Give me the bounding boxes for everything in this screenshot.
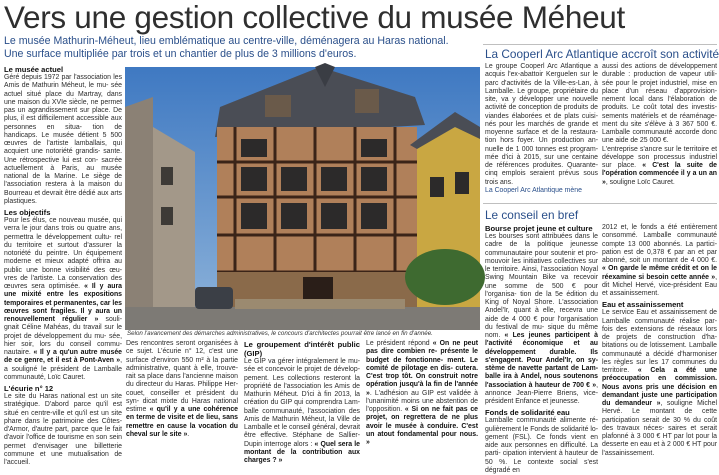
headline: Vers une gestion collective du musée Méheut <box>4 0 625 35</box>
conseil-column-left <box>485 224 598 474</box>
paragraph-ecurie: Le site du Haras national est un site stratégique. D'abord parce qu'il est situé en centre-ville et qu'il est un site phare dans le patrimoine des Côtes- d'Armor, d'autre part, parce que le fait d'avoir l'office de tourisme en son sein permet d'envisager une billetterie commune et une mutualisation de l'accueil. <box>4 393 122 466</box>
paragraph-objectifs: Pour les élus, ce nouveau musée, qui verra le jour dans trois ou quatre ans, permettra le développement cultu- rel du territoire et surtout d'assurer la notoriété du peintre. Un équipement moderne et mieux adapté offrira au public une bonne visibilité des œu- vres de l'artiste. La conservation des œuvres sera optimisée. « Il y aura une mixité entre les expositions temporaires et permanentes, car les œuvres sont fragiles. Il y aura un renouvellement régulier » souli- gnait Céline Mahéas, du travail sur le projet de développement du mu- sée, hier soir, lors du conseil commu- nautaire. « Il y a qu'un autre musée de ce genre, et il est à Pont-Aven », a souligné le président de Lamballe communauté, Loïc Cauret. <box>4 217 122 381</box>
subhead-musee-actuel: Le musée actuel <box>4 65 64 74</box>
lede-line-2: Une surface multipliée par trois et un chantier de plus de 3 millions d'euros. <box>4 47 357 60</box>
musee-photo <box>125 67 480 330</box>
paragraph-musee-actuel: Géré depuis 1972 par l'association les Amis de Mathurin Méheut, le mu- sée actuel situé place du Martray, dans une maison du XVIe siècle, ne permet pas un agrandissement sur place. De plus, il est difficilement accessible aux personnes en situa- tion de handicaps. Le musée détient 5 500 œuvres de l'artiste lamballais, qui acquiert une notoriété grandis- sante. Une rétrospective lui est con- sacrée actuellement à Paris, au musée national de la Marine. Le siège de l'association restera à la maison du Bourreau et devrait être dédié aux arts plastiques. <box>4 74 123 205</box>
paragraph-ecurie-continued: Des rencontres seront organisées à ce sujet. L'écurie n° 12, c'est une surface d'environ 550 m² à la partie administrative, quant à elle, trouve- rait sa place dans l'ancienne maison du directeur du Haras. Philippe Her- couet, conseiller et président du syn- dicat mixte du Haras national estime « qu'il y a une cohérence en terme de visite et de lieu, sans remettre en cause la vocation du cheval sur le site ». <box>126 340 239 438</box>
paragraph-eau-assainissement: Le service Eau et assainissement de Lamballe communauté réalise par- fois des extensions de réseaux lors de projets de construction d'ha- bitations ou de lotissement. Lamballe communauté a décidé d'harmoniser les règles sur les 17 communes du territoire. « Cela a été une préoccupation en commission. Nous avons pris une décision en demandant juste une participation du demandeur », souligne Michel Hervé. Le montant de cette participation serait de 30 % du coût des travaux néces- saires et serait plafonné à 3 000 € HT par lot pour la desserte en eau et à 2 000 € HT pour l'assainissement. <box>602 309 717 457</box>
conseil-column-right <box>602 224 717 463</box>
cooperl-column-left <box>485 63 598 193</box>
paragraph-cooperl-ancrage: L'entreprise s'ancre sur le territoire et développe son processus industriel sur place. « C'est la suite de l'opération commencée il y a un an », souligne Loïc Cauret. <box>602 145 718 186</box>
paragraph-bourse: Les bourses sont attribuées dans le cadre de la politique jeunesse communautaire pour soutenir et pro- mouvoir les initiatives collectives sur le territoire. Ainsi, l'association Noyal Swing Mountain Bike va recevoir une somme de 500 € pour l'organisa- tion de la 5e édition du King of Noyal Shore. L'association Andel'Ir, quant à elle, recevra une aide de 4 000 € pour l'organisation du festival de mu- sique du même nom. « Les jeunes participent à l'activité économique et au développement durable. Ils s'engagent. Pour Andel'Ir, on sy- stème de navette partant de Lam- balle ira à Andel, nous soutenons l'association à hauteur de 700 € », annonce Jean-Pierre Briens, vice-président Enfance et jeunesse. <box>485 233 598 405</box>
section-divider-bottom <box>483 203 717 204</box>
paragraph-cooperl: Le groupe Cooperl Arc Atlantique a acquis l'ex-abattoir Kerguelen sur le parc d'activités de la Ville-es-Lan, à Lamballe. Le groupe, propriétaire du site, va y développer une nouvelle activité de conception de produits de viandes élaborées et de plats cuisi- nés pour les marchés de grande et moyenne surface et de la restaura- tion hors foyer. Un production an- nuelle de 1 000 tonnes est program- mée d'ici à 2015, sur une centaine de références produites. Quarante-cinq emplois seraient prévus sous trois ans. <box>485 63 598 186</box>
subhead-ecurie: L'écurie n° 12 <box>4 384 54 393</box>
cooperl-section-title: La Cooperl Arc Atlantique accroît son activité <box>485 47 719 61</box>
paragraph-gip: Le GIP va gérer intégralement le mu- sée et concevoir le projet de dévelop- pement. Les collections resteront la propriété de l'association les Amis de Mathurin Méheut. D'ici à fin 2013, la création du GIP qui comprendra Lam- balle communauté, l'association des Amis de Mathurin Méheut, la Ville de Lamballe et le conseil général, devrait être effective. Stéphane de Sallier-Dupin interroge alors : « Quel sera le montant de la contribution aux charges ? » <box>244 358 361 464</box>
cooperl-signature: La Cooperl Arc Atlantique mène <box>485 186 582 194</box>
photo-caption: Selon l'avancement des démarches administratives, le concours d'architectes pourrait être lancé en fin d'année. <box>127 330 433 337</box>
subhead-objectifs: Les objectifs <box>4 208 51 217</box>
subhead-bourse: Bourse projet jeune et culture <box>485 224 593 233</box>
column-middle <box>244 340 360 463</box>
paragraph-fonds-suite: 2012 et, le fonds a été entièrement consommé. Lamballe communauté compte 13 000 abonnés. La partici- pation est de 0,378 € par an et par abonné, soit un montant de 4 000 €. « On garde le même crédit et on le réexamine si besoin cette année », dit Michel Hervé, vice-président Eau et assainissement. <box>602 224 717 297</box>
column-middle-left <box>126 340 238 463</box>
half-timbered-house-illustration <box>125 67 480 330</box>
subhead-eau-assainissement: Eau et assainissement <box>602 300 684 310</box>
paragraph-fonds-solidarite: Lamballe communauté alimente ré- gulièrement le Fonds de solidarité lo- gement (FSL). Ce fonds vient en aide aux personnes en difficulté. La parti- cipation intervient à hauteur de 50 %. Le contexte social s'est dégradé en <box>485 417 598 474</box>
conseil-section-title: Le conseil en bref <box>485 208 579 222</box>
section-divider-top <box>483 44 717 45</box>
column-left <box>4 65 123 466</box>
subhead-fonds-solidarite: Fonds de solidarité eau <box>485 408 570 418</box>
paragraph-cooperl-developpement: aussi des actions de développement durable : production de vapeur utili- sée pour le projet industriel, mise en place d'un réseau d'approvision- nement local dans l'élaboration de produits. Le coût total des investis- sements matériels et de réaménage- ment du site s'élève à 3 367 500 €. Lamballe communauté accorde donc une aide de 25 000 €. <box>602 63 717 145</box>
paragraph-president: Le président répond « On ne peut pas dire combien re- présente le budget de fonctionne- ment. Le comité de pilotage en dis- cutera. C'est trop tôt. On construit notre opération jusqu'à la fin de l'année ». L'adhésion au GIP est validée à l'unanimité moins une abstention de l'opposition. « Si on ne fait pas ce projet, on regrettera de ne plus avoir le musée à conduire. C'est un atout fondamental pour nous. » <box>366 340 479 446</box>
lede <box>4 35 474 60</box>
cooperl-column-right <box>602 63 717 193</box>
column-middle-right <box>366 340 478 463</box>
subhead-gip: Le groupement d'intérêt public (GIP) <box>244 340 360 358</box>
lede-line-1: Le musée Mathurin-Méheut, lieu emblématique au centre-ville, déménagera au Haras national. <box>4 35 449 47</box>
